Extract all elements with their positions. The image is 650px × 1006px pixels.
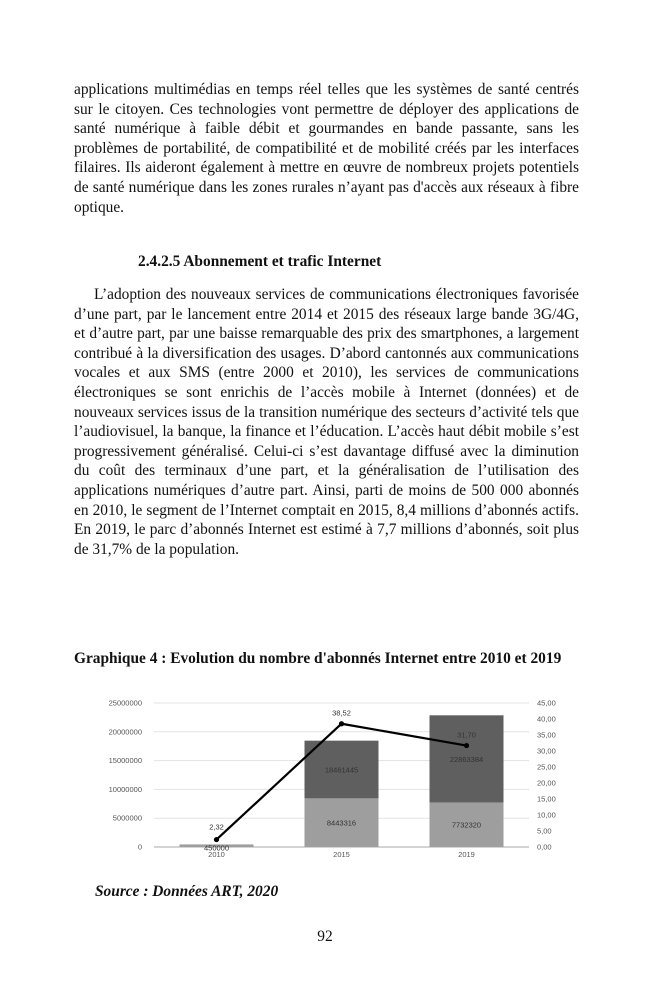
line-point — [339, 721, 344, 726]
main-paragraph: L’adoption des nouveaux services de communications électroniques favorisée d’une part, par le lancement entre 2014 et 2015 des réseaux large bande 3G/4G, et d’autre part, par une baisse remarquable des prix des smartphones, a largement contribué à la diversification des usages. D’abord cantonnés aux communications vocales et aux SMS (entre 2000 et 2010), les services de communications électroniques se sont enrichis de l’accès mobile à Internet (données) et de nouveaux services issus de la transition numérique des secteurs d’activité tels que l’audiovisuel, la banque, la finance et l’éducation. L’accès haut débit mobile s’est progressivement généralisé. Celui-ci s’est davantage diffusé avec la diminution du coût des terminaux d’une part, et la généralisation de l’utilisation des applications numériques d’autre part. Ainsi, parti de moins de 500 000 abonnés en 2010, le segment de l’Internet comptait en 2015, 8,4 millions d’abonnés actifs. En 2019, le parc d’abonnés Internet est estimé à 7,7 millions d’abonnés, soit plus de 31,7% de la population. — [74, 286, 579, 558]
bar-data-label: 450000 — [203, 843, 230, 853]
line-data-label: 31,70 — [457, 730, 476, 740]
right-axis-tick-label: 45,00 — [537, 698, 556, 708]
left-axis-tick-label: 10000000 — [108, 784, 142, 794]
left-axis-tick-label: 15000000 — [108, 756, 142, 766]
source-note: Source : Données ART, 2020 — [95, 883, 279, 900]
category-tick-label: 2019 — [458, 850, 475, 859]
bar-data-label: 8443316 — [326, 818, 357, 828]
left-axis-tick-label: 25000000 — [108, 698, 142, 708]
right-axis-tick-label: 5,00 — [537, 826, 552, 836]
right-axis-tick-label: 40,00 — [537, 714, 556, 724]
bar-data-label: 18461445 — [324, 765, 359, 775]
right-axis-tick-label: 30,00 — [537, 746, 556, 756]
left-axis-tick-label: 20000000 — [108, 727, 142, 737]
chart-svg — [74, 693, 579, 871]
category-tick-label: 2010 — [208, 850, 225, 859]
right-axis-tick-label: 35,00 — [537, 730, 556, 740]
line-data-label: 2,32 — [209, 822, 224, 832]
left-axis-tick-label: 0 — [137, 842, 142, 852]
left-axis-tick-label: 5000000 — [112, 813, 142, 823]
right-axis-tick-label: 20,00 — [537, 778, 556, 788]
right-axis-tick-label: 25,00 — [537, 762, 556, 772]
figure-caption: Graphique 4 : Evolution du nombre d'abonnés Internet entre 2010 et 2019 — [74, 650, 562, 667]
right-axis-tick-label: 0,00 — [537, 842, 552, 852]
subscribers-chart — [74, 693, 579, 871]
intro-paragraph: applications multimédias en temps réel telles que les systèmes de santé centrés sur le citoyen. Ces technologies vont permettre de déployer des applications de santé numérique à faible débit et gourmandes en bande passante, sans les problèmes de portabilité, de compatibilité et de mobilité créés par les interfaces filaires. Ils aideront également à mettre en œuvre de nombreux projets potentiels de santé numérique dans les zones rurales n’ayant pas d'accès aux réseaux à fibre optique. — [74, 81, 579, 216]
section-heading: 2.4.2.5 Abonnement et trafic Internet — [138, 253, 382, 270]
main-paragraph-block — [74, 285, 579, 559]
category-tick-label: 2015 — [333, 850, 350, 859]
line-point — [464, 743, 469, 748]
bar-data-label: 22863384 — [449, 754, 484, 764]
page-number: 92 — [317, 928, 333, 945]
bar-data-label: 7732320 — [451, 820, 482, 830]
right-axis-tick-label: 15,00 — [537, 794, 556, 804]
right-axis-tick-label: 10,00 — [537, 810, 556, 820]
line-point — [214, 837, 219, 842]
intro-paragraph-block — [74, 80, 579, 217]
line-data-label: 38,52 — [332, 708, 351, 718]
